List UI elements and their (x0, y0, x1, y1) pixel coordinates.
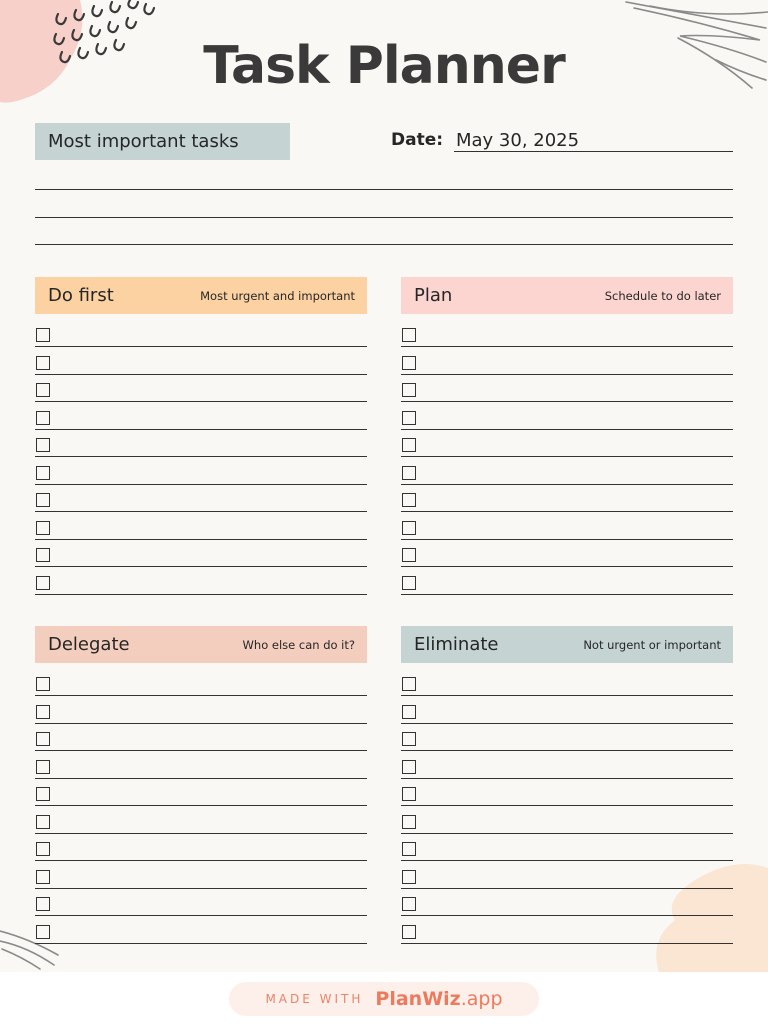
task-checkbox[interactable] (36, 411, 50, 425)
section-subtitle: Who else can do it? (242, 637, 355, 652)
task-line[interactable] (401, 695, 733, 696)
task-line[interactable] (401, 943, 733, 944)
task-checkbox[interactable] (402, 356, 416, 370)
task-checkbox[interactable] (36, 328, 50, 342)
page-title: Task Planner (203, 36, 565, 96)
task-row[interactable] (401, 569, 733, 596)
task-row[interactable] (35, 918, 367, 945)
task-row[interactable] (35, 514, 367, 541)
task-checkbox[interactable] (36, 383, 50, 397)
task-checkbox[interactable] (36, 677, 50, 691)
task-line[interactable] (35, 456, 367, 457)
task-checkbox[interactable] (36, 493, 50, 507)
task-row[interactable] (401, 780, 733, 807)
most-important-tasks-label: Most important tasks (35, 123, 290, 160)
task-line[interactable] (35, 484, 367, 485)
task-line[interactable] (401, 429, 733, 430)
made-with-label: MADE WITH (265, 992, 364, 1006)
task-row[interactable] (35, 376, 367, 403)
task-row[interactable] (401, 808, 733, 835)
task-checkbox[interactable] (36, 815, 50, 829)
section-delegate-header (35, 626, 367, 663)
task-checkbox[interactable] (36, 760, 50, 774)
task-checkbox[interactable] (402, 870, 416, 884)
task-line[interactable] (401, 374, 733, 375)
task-line[interactable] (401, 401, 733, 402)
section-subtitle: Most urgent and important (200, 288, 355, 303)
made-with-badge[interactable] (229, 982, 539, 1016)
section-title: Plan (414, 285, 453, 306)
task-row[interactable] (401, 321, 733, 348)
task-row[interactable] (35, 753, 367, 780)
task-row[interactable] (401, 918, 733, 945)
task-row[interactable] (401, 404, 733, 431)
date-field[interactable]: May 30, 2025 (456, 130, 580, 151)
task-line[interactable] (35, 778, 367, 779)
task-row[interactable] (35, 698, 367, 725)
important-task-line-3[interactable] (35, 244, 733, 245)
task-checkbox[interactable] (36, 576, 50, 590)
task-line[interactable] (35, 511, 367, 512)
task-line[interactable] (35, 695, 367, 696)
task-row[interactable] (401, 514, 733, 541)
task-line[interactable] (401, 346, 733, 347)
brand-name: PlanWiz (375, 988, 461, 1010)
task-line[interactable] (35, 374, 367, 375)
task-checkbox[interactable] (36, 897, 50, 911)
task-checkbox[interactable] (402, 760, 416, 774)
task-checkbox[interactable] (402, 548, 416, 562)
task-checkbox[interactable] (36, 548, 50, 562)
task-checkbox[interactable] (36, 705, 50, 719)
task-line[interactable] (35, 401, 367, 402)
task-line[interactable] (401, 594, 733, 595)
task-row[interactable] (401, 541, 733, 568)
task-checkbox[interactable] (36, 521, 50, 535)
task-line[interactable] (35, 594, 367, 595)
task-checkbox[interactable] (402, 842, 416, 856)
task-row[interactable] (401, 376, 733, 403)
task-line[interactable] (35, 723, 367, 724)
task-checkbox[interactable] (402, 576, 416, 590)
task-row[interactable] (35, 569, 367, 596)
important-task-line-1[interactable] (35, 189, 733, 190)
section-plan-header (401, 277, 733, 314)
task-row[interactable] (35, 725, 367, 752)
task-checkbox[interactable] (36, 732, 50, 746)
important-task-line-2[interactable] (35, 217, 733, 218)
task-checkbox[interactable] (36, 787, 50, 801)
task-row[interactable] (401, 753, 733, 780)
date-underline (454, 151, 733, 152)
task-checkbox[interactable] (36, 842, 50, 856)
footer (0, 972, 768, 1024)
task-line[interactable] (401, 511, 733, 512)
task-checkbox[interactable] (402, 438, 416, 452)
section-title: Do first (48, 285, 114, 306)
task-row[interactable] (401, 459, 733, 486)
task-row[interactable] (401, 835, 733, 862)
task-line[interactable] (35, 943, 367, 944)
task-line[interactable] (35, 539, 367, 540)
task-row[interactable] (401, 698, 733, 725)
date-label: Date: (391, 130, 444, 150)
task-row[interactable] (35, 780, 367, 807)
task-checkbox[interactable] (36, 925, 50, 939)
task-row[interactable] (401, 349, 733, 376)
task-row[interactable] (401, 725, 733, 752)
task-line[interactable] (35, 805, 367, 806)
task-row[interactable] (35, 863, 367, 890)
task-line[interactable] (35, 566, 367, 567)
task-line[interactable] (35, 888, 367, 889)
task-line[interactable] (401, 750, 733, 751)
task-checkbox[interactable] (402, 466, 416, 480)
task-line[interactable] (35, 750, 367, 751)
task-checkbox[interactable] (402, 925, 416, 939)
brand-domain: .app (460, 988, 503, 1010)
task-checkbox[interactable] (402, 787, 416, 801)
task-line[interactable] (35, 915, 367, 916)
section-do-first-header (35, 277, 367, 314)
task-checkbox[interactable] (36, 870, 50, 884)
task-checkbox[interactable] (402, 521, 416, 535)
task-row[interactable] (401, 670, 733, 697)
task-row[interactable] (35, 486, 367, 513)
task-row[interactable] (35, 541, 367, 568)
section-subtitle: Not urgent or important (583, 637, 721, 652)
task-line[interactable] (401, 723, 733, 724)
section-title: Delegate (48, 634, 130, 655)
task-line[interactable] (401, 860, 733, 861)
task-row[interactable] (401, 890, 733, 917)
task-row[interactable] (35, 670, 367, 697)
task-checkbox[interactable] (36, 466, 50, 480)
task-row[interactable] (35, 321, 367, 348)
section-eliminate-header (401, 626, 733, 663)
task-line[interactable] (401, 915, 733, 916)
task-checkbox[interactable] (402, 897, 416, 911)
task-line[interactable] (401, 888, 733, 889)
task-checkbox[interactable] (402, 383, 416, 397)
section-subtitle: Schedule to do later (604, 288, 721, 303)
task-row[interactable] (35, 404, 367, 431)
task-line[interactable] (35, 346, 367, 347)
task-line[interactable] (35, 833, 367, 834)
task-checkbox[interactable] (402, 732, 416, 746)
task-checkbox[interactable] (402, 493, 416, 507)
task-row[interactable] (401, 863, 733, 890)
task-line[interactable] (401, 539, 733, 540)
task-row[interactable] (401, 486, 733, 513)
task-line[interactable] (401, 778, 733, 779)
task-checkbox[interactable] (36, 438, 50, 452)
task-line[interactable] (401, 805, 733, 806)
task-row[interactable] (35, 459, 367, 486)
task-checkbox[interactable] (402, 677, 416, 691)
task-line[interactable] (401, 456, 733, 457)
section-title: Eliminate (414, 634, 499, 655)
task-checkbox[interactable] (402, 815, 416, 829)
task-checkbox[interactable] (402, 705, 416, 719)
task-line[interactable] (35, 860, 367, 861)
task-line[interactable] (401, 566, 733, 567)
task-line[interactable] (401, 484, 733, 485)
task-row[interactable] (35, 349, 367, 376)
task-line[interactable] (401, 833, 733, 834)
task-row[interactable] (35, 431, 367, 458)
task-row[interactable] (35, 890, 367, 917)
task-checkbox[interactable] (402, 411, 416, 425)
task-line[interactable] (35, 429, 367, 430)
task-row[interactable] (35, 835, 367, 862)
brand-logo (375, 988, 502, 1010)
task-checkbox[interactable] (36, 356, 50, 370)
task-checkbox[interactable] (402, 328, 416, 342)
task-row[interactable] (401, 431, 733, 458)
task-row[interactable] (35, 808, 367, 835)
